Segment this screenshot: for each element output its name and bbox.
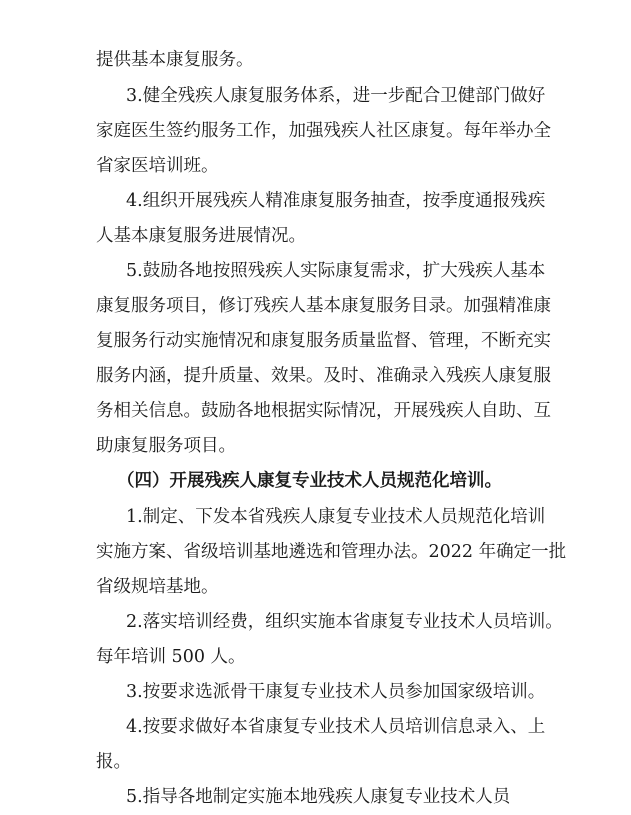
text-line: 家庭医生签约服务工作，加强残疾人社区康复。每年举办全 [96, 121, 551, 141]
text-line: 5.鼓励各地按照残疾人实际康复需求，扩大残疾人基本 [126, 261, 546, 281]
text-line: 报。 [96, 752, 131, 772]
text-line: 人基本康复服务进展情况。 [96, 226, 306, 246]
text-line: 5.指导各地制定实施本地残疾人康复专业技术人员 [126, 787, 511, 807]
text-line: 4.按要求做好本省康复专业技术人员培训信息录入、上 [126, 717, 546, 737]
text-line: 务相关信息。鼓励各地根据实际情况，开展残疾人自助、互 [96, 401, 551, 421]
text-line: 每年培训 500 人。 [96, 647, 246, 667]
text-line: 助康复服务项目。 [96, 436, 236, 456]
text-line: 4.组织开展残疾人精准康复服务抽查，按季度通报残疾 [126, 191, 546, 211]
text-line: 省家医培训班。 [96, 156, 219, 176]
text-line: 服务内涵，提升质量、效果。及时、准确录入残疾人康复服 [96, 366, 551, 386]
text-line: 3.健全残疾人康复服务体系，进一步配合卫健部门做好 [126, 86, 546, 106]
text-line: 复服务行动实施情况和康复服务质量监督、管理，不断充实 [96, 331, 551, 351]
text-line: 省级规培基地。 [96, 577, 219, 597]
text-line: 康复服务项目，修订残疾人基本康复服务目录。加强精准康 [96, 296, 551, 316]
text-line: 实施方案、省级培训基地遴选和管理办法。2022 年确定一批 [96, 542, 567, 562]
text-line: 提供基本康复服务。 [96, 50, 254, 70]
text-line: 1.制定、下发本省残疾人康复专业技术人员规范化培训 [126, 507, 546, 527]
text-line: 3.按要求选派骨干康复专业技术人员参加国家级培训。 [126, 682, 546, 702]
section-heading: （四）开展残疾人康复专业技术人员规范化培训。 [117, 471, 502, 491]
text-line: 2.落实培训经费，组织实施本省康复专业技术人员培训。 [126, 612, 563, 632]
